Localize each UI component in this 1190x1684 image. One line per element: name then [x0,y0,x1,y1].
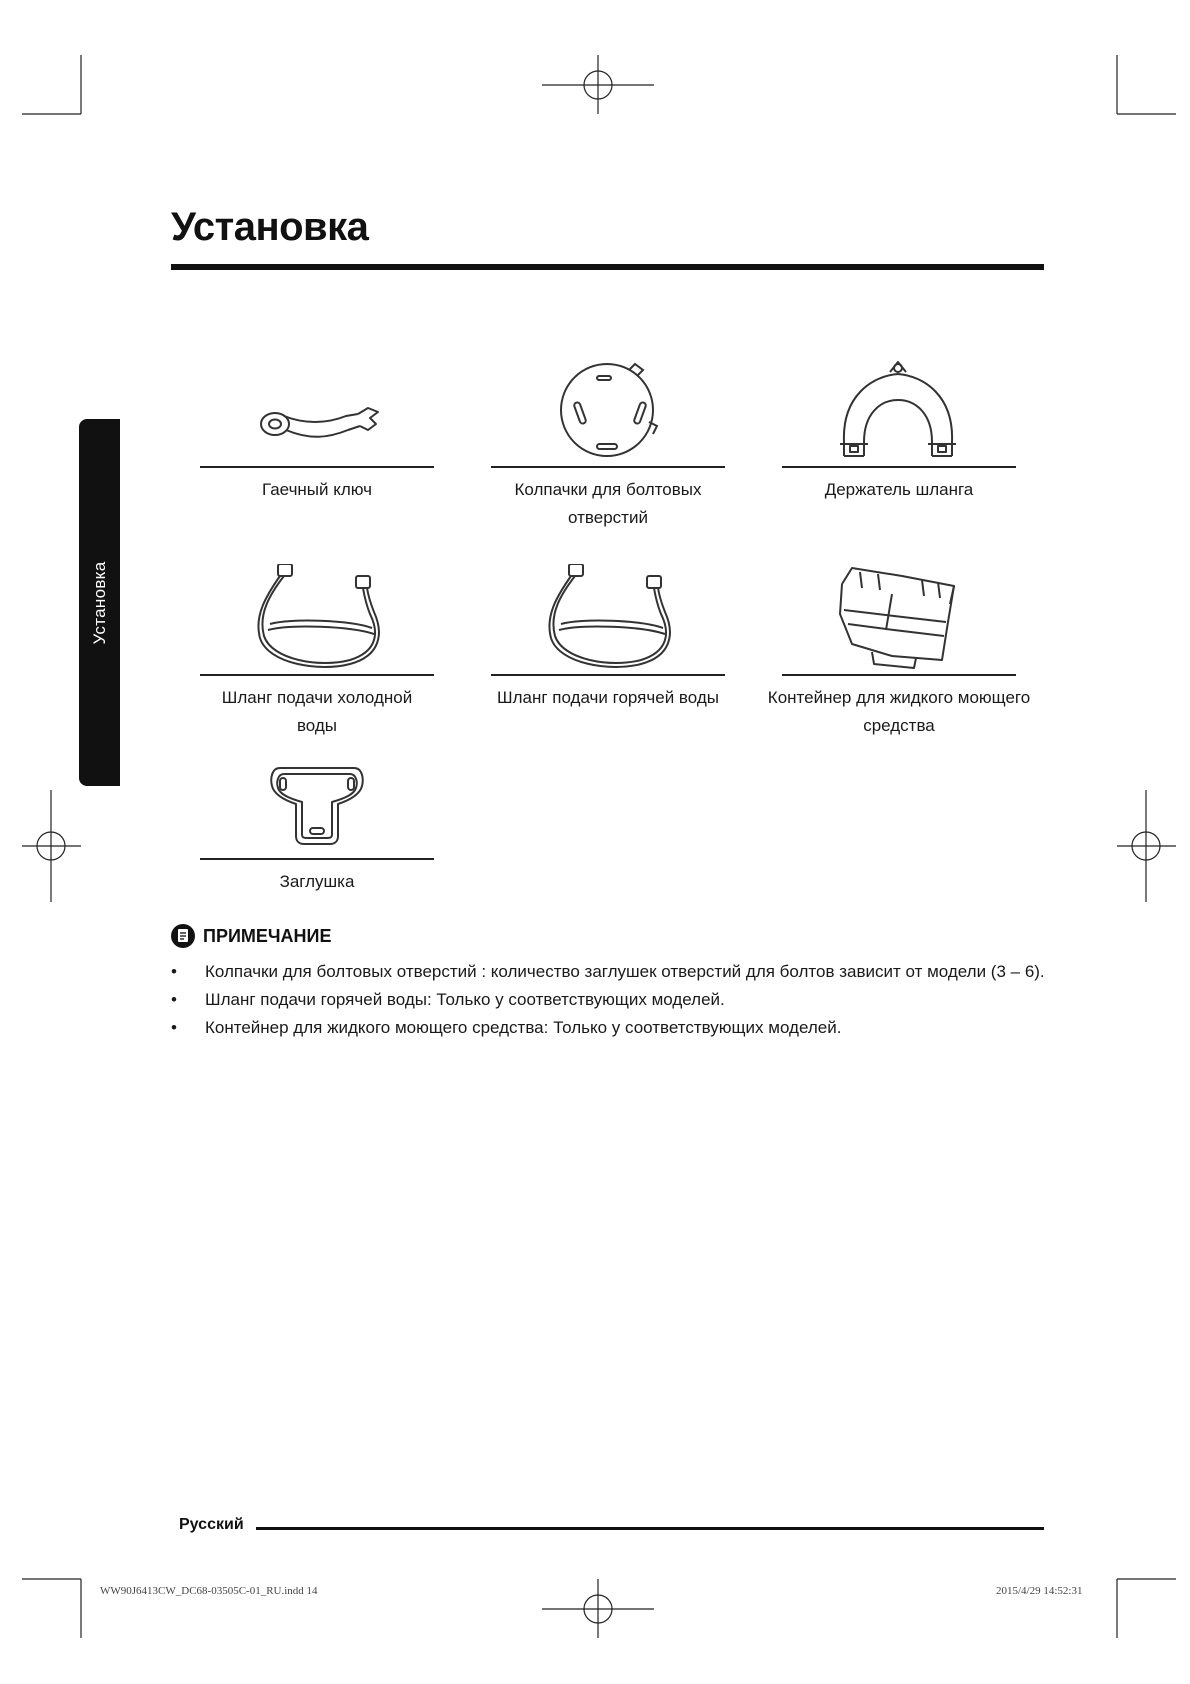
accessory-item [782,356,1016,504]
item-rule [491,466,725,468]
item-rule [782,466,1016,468]
liquid-detergent-container-icon [782,564,1016,674]
cold-water-hose-icon [200,564,434,674]
item-rule [200,858,434,860]
note-list [171,958,1051,1042]
hose-holder-icon [782,356,1016,466]
side-tab [79,419,120,786]
item-label: Контейнер для жидкого моющего средства [767,688,1031,735]
footer-rule [256,1527,1044,1530]
accessory-item [491,564,725,712]
note-bullet: • Шланг подачи горячей воды: Только у соответствующих моделей. [171,986,1051,1014]
item-rule [200,674,434,676]
item-label: Шланг подачи холодной воды [221,688,413,735]
plug-icon [200,748,434,858]
accessory-item [200,748,434,896]
note-title: ПРИМЕЧАНИЕ [203,925,332,946]
slug-date: 2015/4/29 14:52:31 [996,1585,1083,1597]
item-label: Держатель шланга [824,480,974,499]
note-header [171,924,331,948]
note-icon [171,924,195,948]
footer-language: Русский [179,1516,244,1533]
side-tab-label: Установка [89,560,109,645]
item-label: Заглушка [279,872,355,891]
note-bullet: • Контейнер для жидкого моющего средства: Только у соответствующих моделей. [171,1014,1051,1042]
bolt-cap-icon [491,356,725,466]
item-rule [200,466,434,468]
accessory-item [491,356,725,532]
page-title: Установка [171,205,369,249]
item-label: Гаечный ключ [261,480,373,499]
title-rule [171,264,1044,270]
note-bullet: • Колпачки для болтовых отверстий : количество заглушек отверстий для болтов зависит от модели (3 – 6). [171,958,1051,986]
item-rule [491,674,725,676]
item-label: Колпачки для болтовых отверстий [514,480,702,527]
accessory-item [767,564,1031,740]
accessory-item [200,564,434,740]
item-rule [782,674,1016,676]
wrench-icon [200,356,434,466]
accessory-item [200,356,434,504]
slug-file: WW90J6413CW_DC68-03505C-01_RU.indd 14 [100,1585,318,1597]
hot-water-hose-icon [491,564,725,674]
item-label: Шланг подачи горячей воды [497,688,719,707]
